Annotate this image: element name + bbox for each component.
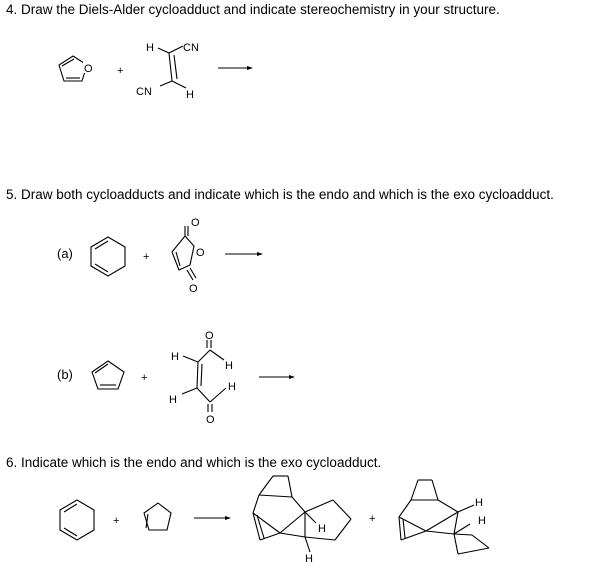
product-1-structure <box>253 476 351 565</box>
furan-oxygen-label: O <box>84 63 93 75</box>
maleic-anhydride-structure <box>172 217 205 295</box>
product-1-h-lower: H <box>305 553 313 565</box>
fumaronitrile-cn-top: CN <box>183 42 199 54</box>
furan-structure <box>59 56 93 81</box>
plus-sign-q6-products: + <box>369 513 376 525</box>
dialdehyde-h-left-bottom: H <box>169 394 177 406</box>
dialdehyde-h-right-top: H <box>225 360 233 372</box>
question-6-text: 6. Indicate which is the endo and which is the exo cycloadduct. <box>6 455 382 470</box>
cyclopentadiene-structure-5b <box>92 361 124 389</box>
product-2-structure <box>399 480 489 554</box>
anhydride-carbonyl-o-top: O <box>191 217 200 229</box>
dialdehyde-h-left-top: H <box>171 351 179 363</box>
anhydride-carbonyl-o-bottom: O <box>189 283 198 295</box>
part-b-label: (b) <box>57 367 73 382</box>
plus-sign-q6-reactants: + <box>113 515 120 527</box>
plus-sign-5b: + <box>141 372 148 384</box>
reaction-arrow-5a <box>225 252 263 256</box>
cyclohexadiene-structure-q6 <box>60 500 94 540</box>
reaction-arrow-5b <box>259 375 295 379</box>
fumaronitrile-cn-bottom: CN <box>136 86 152 98</box>
cyclohexadiene-structure-5a <box>91 237 125 276</box>
plus-sign-q4: + <box>117 65 124 77</box>
cyclopentene-structure-q6 <box>144 503 171 530</box>
maleate-dialdehyde-structure <box>169 330 236 426</box>
product-2-h-lower: H <box>478 515 486 527</box>
dialdehyde-o-bottom: O <box>206 414 215 426</box>
plus-sign-5a: + <box>143 251 150 263</box>
dialdehyde-o-top: O <box>205 330 214 342</box>
fumaronitrile-h-top: H <box>146 42 154 54</box>
part-a-label: (a) <box>57 246 73 261</box>
reaction-arrow-q4 <box>218 66 253 70</box>
reaction-arrow-q6 <box>194 516 231 520</box>
question-4-text: 4. Draw the Diels-Alder cycloadduct and indicate stereochemistry in your structure. <box>6 2 500 17</box>
anhydride-ring-oxygen: O <box>196 247 205 259</box>
fumaronitrile-h-bottom: H <box>186 89 194 101</box>
question-5-text: 5. Draw both cycloadducts and indicate which is the endo and which is the exo cycloadduct. <box>6 187 554 202</box>
dialdehyde-h-right-bottom: H <box>228 381 236 393</box>
product-1-h-upper: H <box>318 523 326 535</box>
fumaronitrile-structure <box>136 42 199 101</box>
product-2-h-upper: H <box>475 497 483 509</box>
